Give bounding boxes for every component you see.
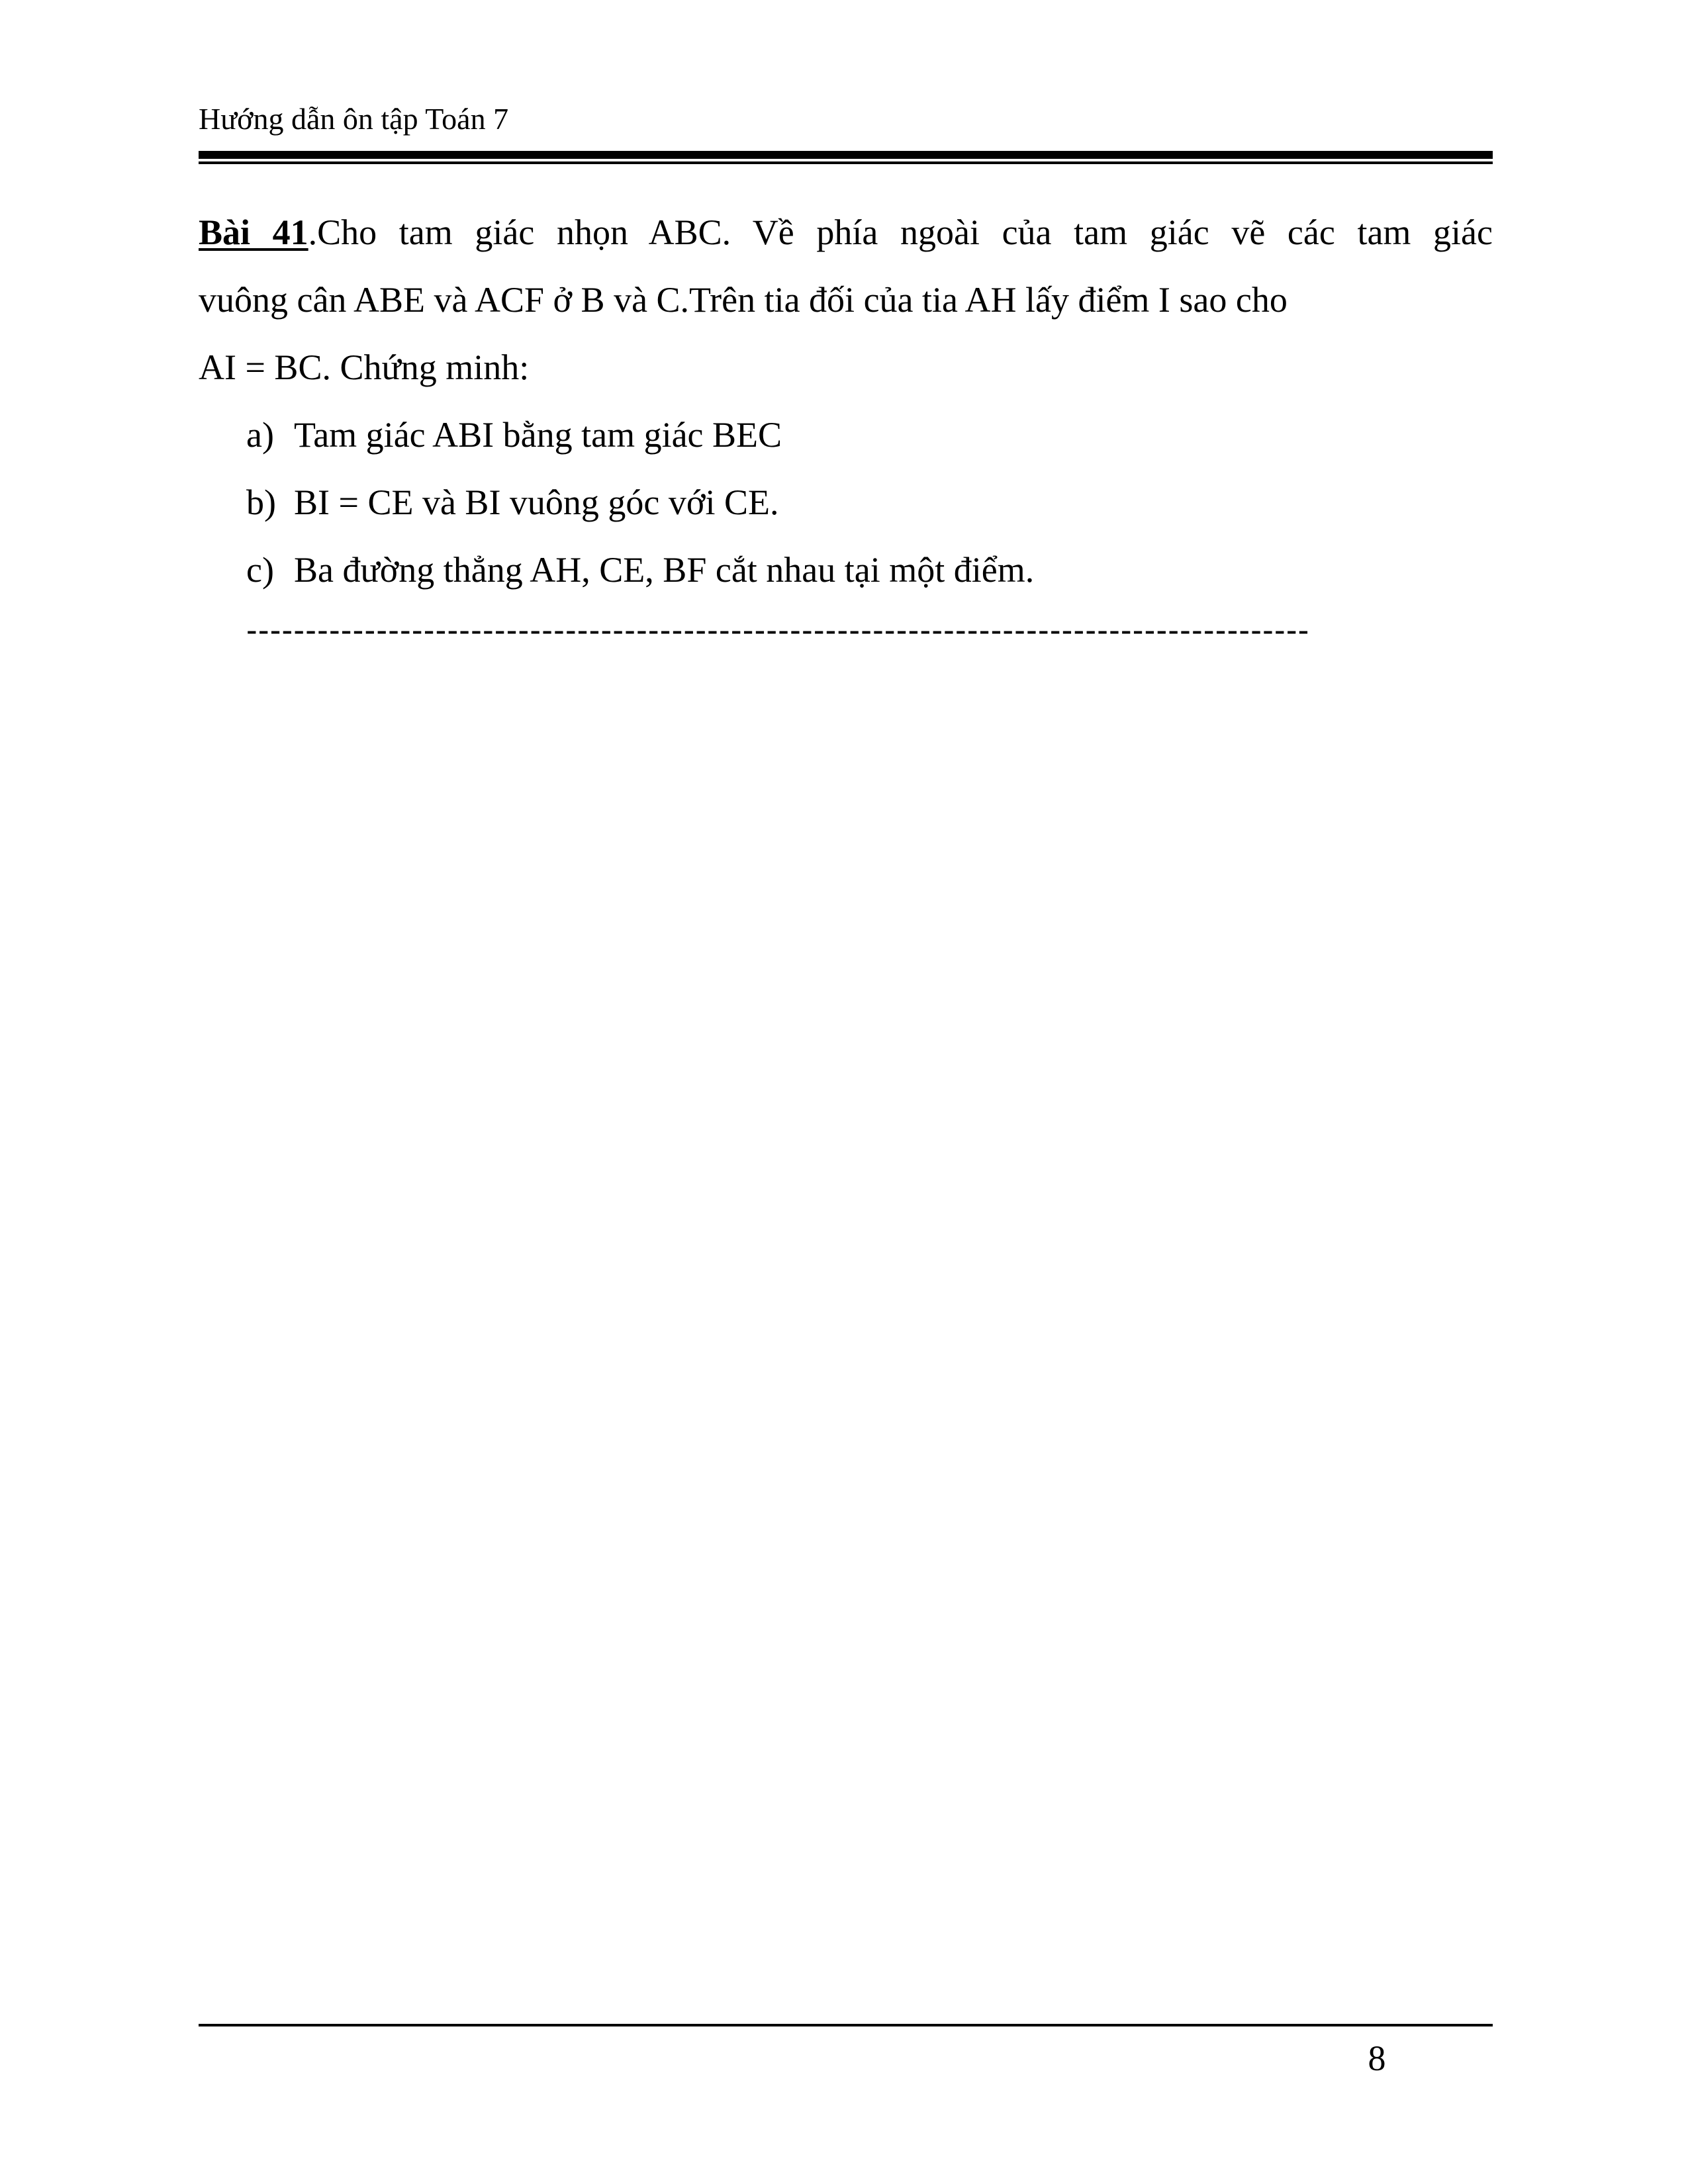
problem-line-1 bbox=[199, 199, 1493, 266]
problem-line-2: vuông cân ABE và ACF ở B và C.Trên tia đối của tia AH lấy điểm I sao cho bbox=[199, 280, 1288, 320]
problem-text-1: .Cho tam giác nhọn ABC. Về phía ngoài của tam giác vẽ các tam giác bbox=[308, 212, 1493, 252]
page-number: 8 bbox=[1368, 2038, 1386, 2078]
page-header-title: Hướng dẫn ôn tập Toán 7 bbox=[199, 102, 509, 136]
dashed-separator: ------------------------------------------------------------------------------------------ bbox=[246, 612, 1310, 649]
part-marker: c) bbox=[246, 550, 274, 590]
part-text: Ba đường thẳng AH, CE, BF cắt nhau tại một điểm. bbox=[294, 550, 1035, 590]
exercise-label: Bài 41 bbox=[199, 212, 308, 252]
part-text: Tam giác ABI bằng tam giác BEC bbox=[294, 415, 782, 455]
header-rule-secondary bbox=[199, 161, 1493, 164]
part-b bbox=[246, 469, 1493, 536]
header-rule bbox=[199, 151, 1493, 159]
part-marker: b) bbox=[246, 482, 276, 522]
problem-line-3: AI = BC. Chứng minh: bbox=[199, 347, 530, 387]
part-c bbox=[246, 536, 1493, 604]
part-text: BI = CE và BI vuông góc với CE. bbox=[294, 482, 779, 522]
part-a bbox=[246, 401, 1493, 469]
footer-rule bbox=[199, 2024, 1493, 2026]
part-marker: a) bbox=[246, 415, 274, 455]
exercise-block bbox=[199, 199, 1493, 657]
exercise-parts bbox=[246, 401, 1493, 604]
